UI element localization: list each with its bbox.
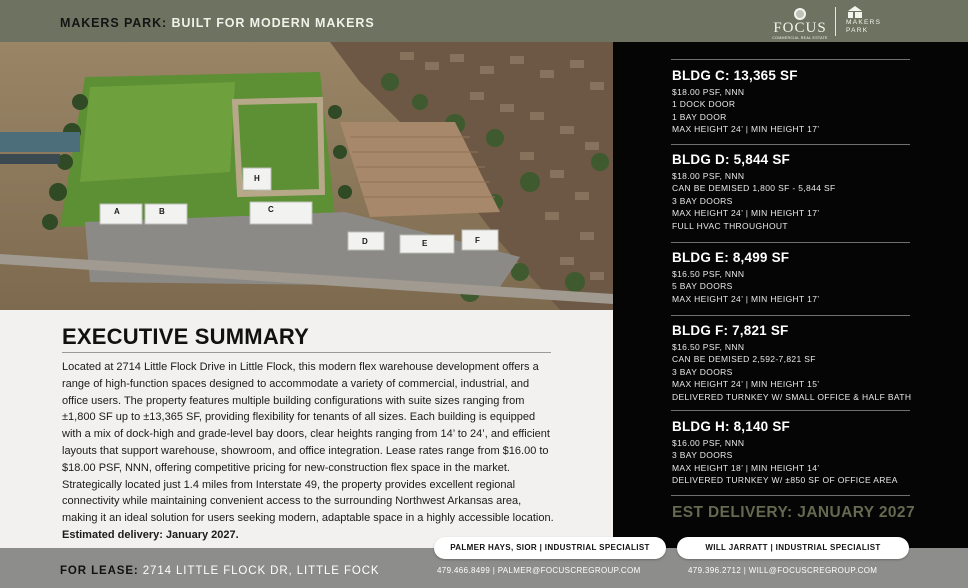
makers-park-logo — [846, 5, 896, 34]
building-f-detail: CAN BE DEMISED 2,592-7,821 SF — [672, 354, 816, 365]
building-d-heading: BLDG D: 5,844 SF — [672, 152, 790, 167]
building-e-detail: MAX HEIGHT 24’ | MIN HEIGHT 17’ — [672, 293, 820, 304]
building-f-detail: $16.50 PSF, NNN — [672, 342, 745, 352]
spec-divider — [671, 59, 910, 60]
aerial-building-label-d: D — [362, 237, 368, 246]
contact-palmer-info[interactable]: 479.466.8499 | PALMER@FOCUSCREGROUP.COM — [437, 566, 641, 575]
summary-delivery-note: Estimated delivery: January 2027. — [62, 528, 239, 541]
building-e-detail: 5 BAY DOORS — [672, 281, 733, 292]
focus-logo-subtitle: COMMERCIAL REAL ESTATE — [772, 36, 828, 40]
building-d-detail: 3 BAY DOORS — [672, 195, 733, 206]
summary-divider — [62, 352, 551, 353]
building-spec-c — [672, 67, 962, 136]
aerial-building-label-b: B — [159, 207, 165, 216]
contact-will-info[interactable]: 479.396.2712 | WILL@FOCUSCREGROUP.COM — [688, 566, 878, 575]
focus-logo-mark — [794, 8, 806, 20]
building-f-detail: MAX HEIGHT 24’ | MIN HEIGHT 15’ — [672, 379, 820, 390]
building-f-heading: BLDG F: 7,821 SF — [672, 323, 789, 338]
spec-divider — [671, 495, 910, 496]
for-lease-address — [60, 565, 380, 577]
building-e-heading: BLDG E: 8,499 SF — [672, 250, 790, 265]
makers-park-logo-line2: PARK — [846, 26, 869, 34]
building-spec-e — [672, 249, 962, 305]
aerial-building-label-f: F — [475, 236, 480, 245]
page-header-title — [60, 16, 375, 30]
building-h-detail: DELIVERED TURNKEY W/ ±850 SF OF OFFICE AREA — [672, 475, 898, 486]
spec-divider — [671, 144, 910, 145]
aerial-site-photo — [0, 42, 613, 310]
building-h-heading: BLDG H: 8,140 SF — [672, 419, 790, 434]
aerial-building-label-c: C — [268, 205, 274, 214]
header-bar — [0, 0, 968, 42]
building-h-detail: $16.00 PSF, NNN — [672, 438, 745, 448]
building-f-detail: DELIVERED TURNKEY W/ SMALL OFFICE & HALF BATH — [672, 391, 912, 402]
contact-palmer-hays[interactable]: PALMER HAYS, SIOR | INDUSTRIAL SPECIALIST — [434, 537, 666, 559]
property-address: 2714 LITTLE FLOCK DR, LITTLE FOCK — [138, 565, 380, 577]
aerial-building-label-a: A — [114, 207, 120, 216]
footer-bar — [0, 543, 968, 588]
building-c-detail: $18.00 PSF, NNN — [672, 87, 745, 97]
contact-will-jarratt[interactable]: WILL JARRATT | INDUSTRIAL SPECIALIST — [677, 537, 909, 559]
building-d-detail: MAX HEIGHT 24’ | MIN HEIGHT 17’ — [672, 208, 820, 219]
building-spec-f — [672, 322, 962, 403]
makers-park-logo-line1: MAKERS — [846, 19, 882, 26]
aerial-building-label-e: E — [422, 239, 428, 248]
spec-divider — [671, 410, 910, 411]
building-d-detail: FULL HVAC THROUGHOUT — [672, 220, 788, 231]
building-c-detail: 1 BAY DOOR — [672, 111, 727, 122]
summary-body-text: Located at 2714 Little Flock Drive in Little Flock, this modern flex warehouse development offers a range of high-function spaces designed to accommodate a variety of commercial, industrial, and office users. The property features multiple building configurations with suite sizes ranging from ±1,800 SF up to ±13,365 SF, providing flexibility for tenants of all sizes. Each building is equipped with a mix of dock-high and grade-level bay doors, clear heights ranging from 14’ to 24’, and efficient layouts that support warehouse, showroom, and office integration. Lease rates range from $16.00 to $18.00 PSF, NNN, offering competitive pricing for new-construction flex space in the market. Strategically located just 1.4 miles from Interstate 49, the property provides excellent regional connectivity while maintaining convenient access to the surrounding Northwest Arkansas area, making it an ideal solution for users seeking modern, adaptable space in a highly accessible location. — [62, 361, 554, 525]
spec-divider — [671, 315, 910, 316]
building-specs-panel — [613, 42, 968, 548]
building-f-detail: 3 BAY DOORS — [672, 366, 733, 377]
executive-summary-heading: EXECUTIVE SUMMARY — [62, 324, 310, 349]
executive-summary-text — [62, 359, 557, 544]
header-title-rest: BUILT FOR MODERN MAKERS — [167, 16, 375, 30]
header-title-prefix: MAKERS PARK: — [60, 16, 168, 30]
building-spec-d — [672, 151, 962, 232]
focus-logo-word: FOCUS — [773, 20, 827, 36]
aerial-building-label-h: H — [254, 174, 260, 183]
building-d-detail: $18.00 PSF, NNN — [672, 171, 745, 181]
building-c-detail: MAX HEIGHT 24’ | MIN HEIGHT 17’ — [672, 124, 820, 135]
building-d-detail: CAN BE DEMISED 1,800 SF - 5,844 SF — [672, 183, 836, 194]
building-h-detail: MAX HEIGHT 18’ | MIN HEIGHT 14’ — [672, 462, 820, 473]
building-e-detail: $16.50 PSF, NNN — [672, 269, 745, 279]
building-c-detail: 1 DOCK DOOR — [672, 99, 736, 110]
for-lease-label: FOR LEASE: — [60, 565, 139, 577]
makers-park-mark-icon — [846, 5, 874, 19]
logo-divider — [835, 7, 836, 36]
building-spec-h — [672, 418, 962, 487]
estimated-delivery-banner: EST DELIVERY: JANUARY 2027 — [672, 504, 915, 521]
building-h-detail: 3 BAY DOORS — [672, 450, 733, 461]
building-c-heading: BLDG C: 13,365 SF — [672, 68, 798, 83]
focus-logo — [772, 8, 828, 41]
spec-divider — [671, 242, 910, 243]
aerial-site-illustration — [0, 42, 613, 310]
